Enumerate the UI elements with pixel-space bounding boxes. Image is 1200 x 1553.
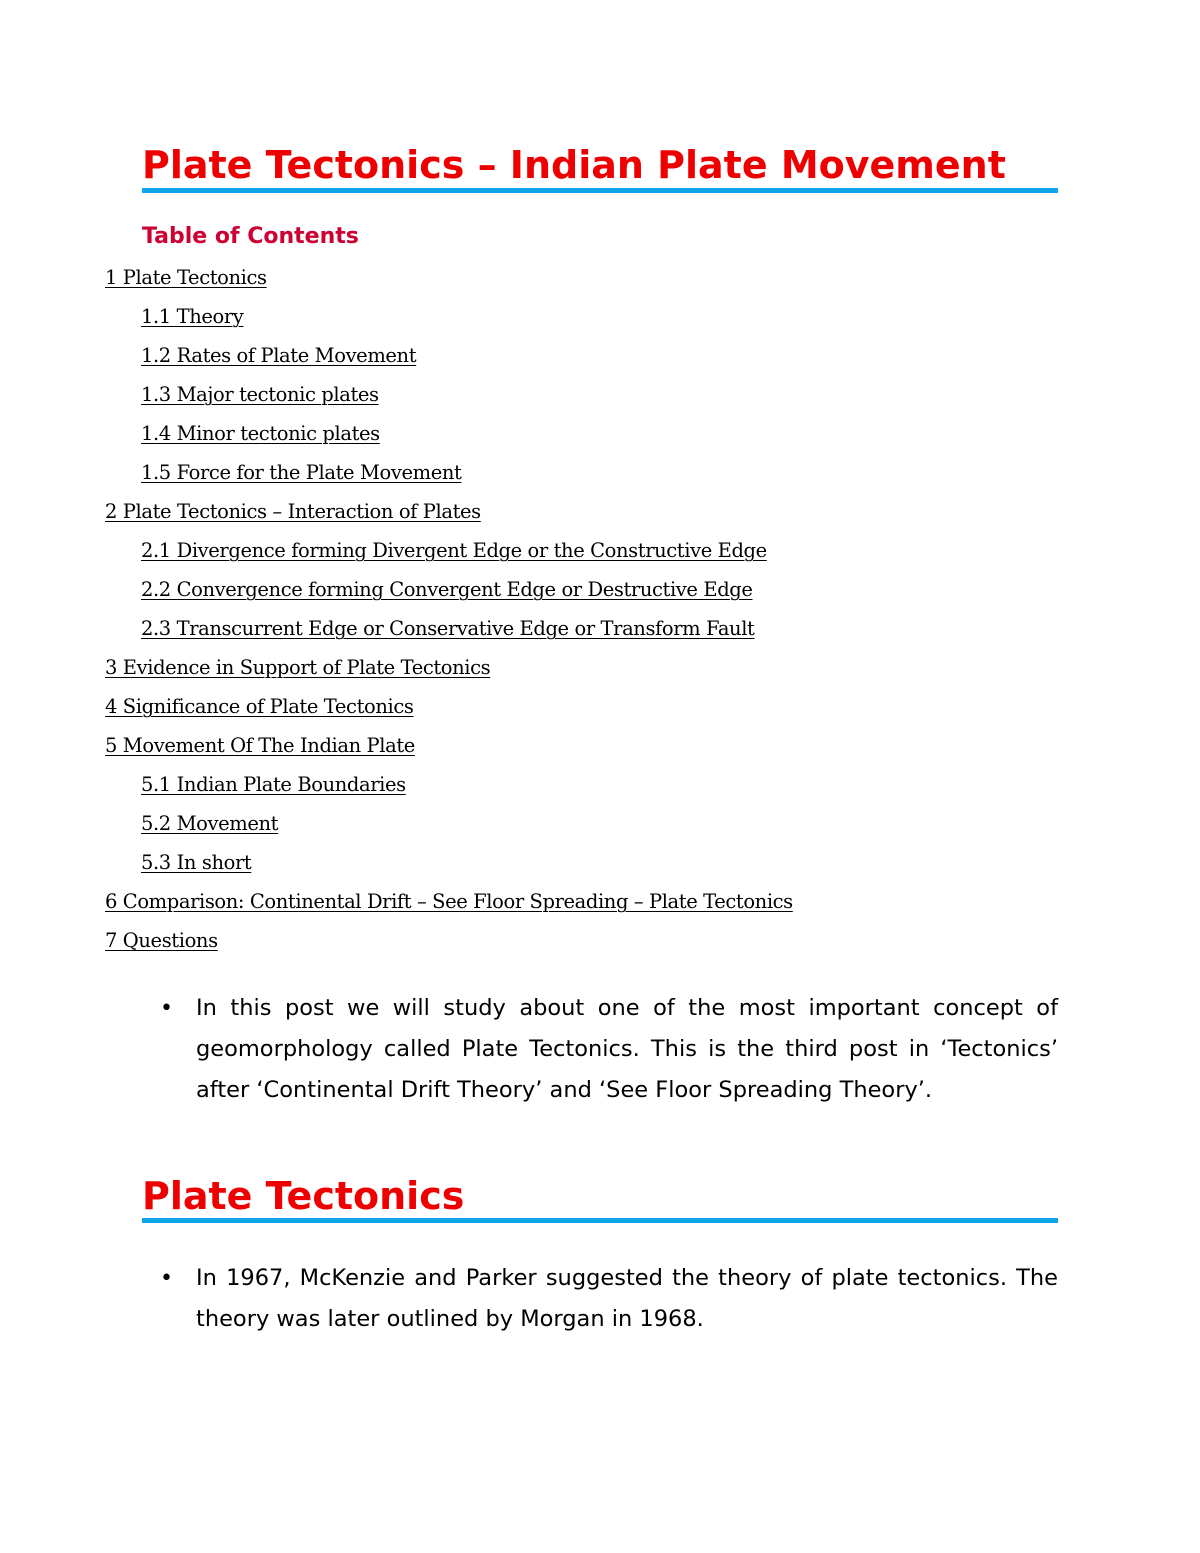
plate-tectonics-paragraph: In 1967, McKenzie and Parker suggested the theory of plate tectonics. The theory was later outlined by Morgan in 1968.: [196, 1265, 1058, 1332]
toc-item: [0, 457, 793, 496]
toc-item: [0, 886, 793, 925]
toc-link-6[interactable]: 6 Comparison: Continental Drift – See Floor Spreading – Plate Tectonics: [105, 890, 793, 913]
intro-bullet: [160, 988, 1058, 1111]
bullet-icon: •: [160, 996, 173, 1021]
toc-item: [0, 535, 793, 574]
section-underline: [142, 1218, 1058, 1223]
toc-item: [0, 379, 793, 418]
toc-link-1-5[interactable]: 1.5 Force for the Plate Movement: [141, 461, 462, 484]
section-heading-plate-tectonics: Plate Tectonics: [142, 1174, 465, 1218]
toc-link-3[interactable]: 3 Evidence in Support of Plate Tectonics: [105, 656, 491, 679]
toc-link-1[interactable]: 1 Plate Tectonics: [105, 266, 267, 289]
plate-tectonics-bullet: [160, 1258, 1058, 1340]
toc-link-5-1[interactable]: 5.1 Indian Plate Boundaries: [141, 773, 406, 796]
toc-link-5-2[interactable]: 5.2 Movement: [141, 812, 279, 835]
toc-item: [0, 691, 793, 730]
toc-link-7[interactable]: 7 Questions: [105, 929, 218, 952]
toc-link-1-2[interactable]: 1.2 Rates of Plate Movement: [141, 344, 417, 367]
toc-item: [0, 340, 793, 379]
toc-item: [0, 418, 793, 457]
toc-item: [0, 262, 793, 301]
toc-link-1-1[interactable]: 1.1 Theory: [141, 305, 244, 328]
toc-link-4[interactable]: 4 Significance of Plate Tectonics: [105, 695, 414, 718]
toc-item: [0, 574, 793, 613]
table-of-contents: [0, 262, 793, 964]
toc-item: [0, 847, 793, 886]
toc-link-2-3[interactable]: 2.3 Transcurrent Edge or Conservative Edge or Transform Fault: [141, 617, 755, 640]
toc-item: [0, 808, 793, 847]
toc-item: [0, 301, 793, 340]
bullet-icon: •: [160, 1266, 173, 1291]
toc-link-2-2[interactable]: 2.2 Convergence forming Convergent Edge or Destructive Edge: [141, 578, 753, 601]
toc-item: [0, 613, 793, 652]
toc-item: [0, 496, 793, 535]
toc-title: Table of Contents: [142, 224, 359, 249]
toc-item: [0, 925, 793, 964]
toc-item: [0, 652, 793, 691]
toc-link-5-3[interactable]: 5.3 In short: [141, 851, 252, 874]
toc-link-5[interactable]: 5 Movement Of The Indian Plate: [105, 734, 415, 757]
toc-link-1-4[interactable]: 1.4 Minor tectonic plates: [141, 422, 380, 445]
title-underline: [142, 188, 1058, 193]
toc-link-2[interactable]: 2 Plate Tectonics – Interaction of Plates: [105, 500, 481, 523]
page-title: Plate Tectonics – Indian Plate Movement: [142, 143, 1006, 187]
toc-item: [0, 769, 793, 808]
toc-item: [0, 730, 793, 769]
intro-paragraph: In this post we will study about one of the most important concept of geomorphology called Plate Tectonics. This is the third post in ‘Tectonics’ after ‘Continental Drift Theory’ and ‘See Floor Spreading Theory’.: [196, 995, 1058, 1103]
toc-link-1-3[interactable]: 1.3 Major tectonic plates: [141, 383, 379, 406]
toc-link-2-1[interactable]: 2.1 Divergence forming Divergent Edge or the Constructive Edge: [141, 539, 767, 562]
